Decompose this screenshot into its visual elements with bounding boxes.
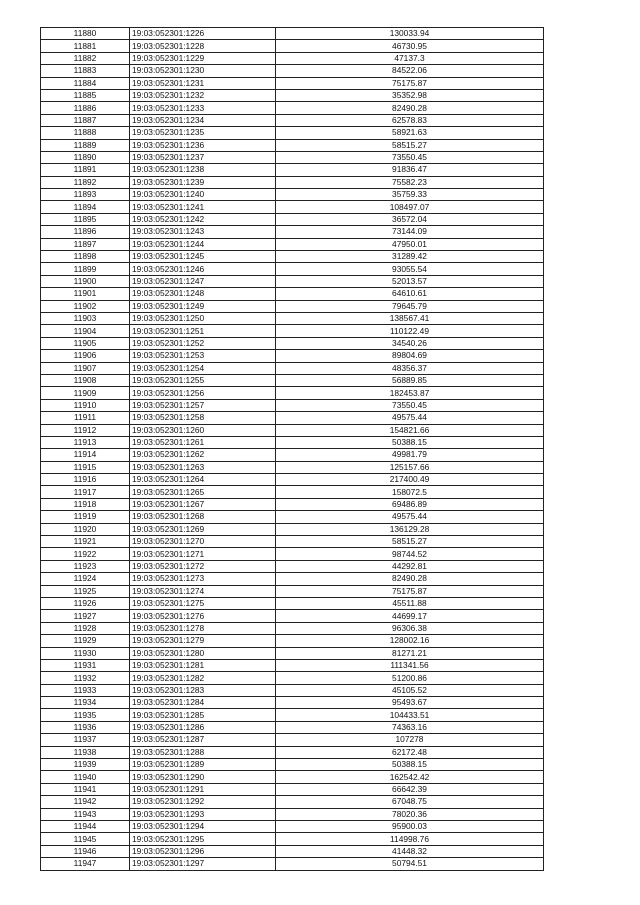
table-row xyxy=(41,226,544,238)
cadastral-number-cell: 19:03:052301:1294 xyxy=(130,821,276,833)
table-row xyxy=(41,350,544,362)
table-row xyxy=(41,635,544,647)
table-row xyxy=(41,585,544,597)
value-cell: 73550.45 xyxy=(276,151,544,163)
value-cell: 75175.87 xyxy=(276,77,544,89)
value-cell: 62172.48 xyxy=(276,746,544,758)
row-number-cell: 11891 xyxy=(41,164,130,176)
value-cell: 73144.09 xyxy=(276,226,544,238)
table-row xyxy=(41,424,544,436)
value-cell: 73550.45 xyxy=(276,399,544,411)
table-row xyxy=(41,412,544,424)
row-number-cell: 11902 xyxy=(41,300,130,312)
cadastral-number-cell: 19:03:052301:1289 xyxy=(130,759,276,771)
cadastral-number-cell: 19:03:052301:1243 xyxy=(130,226,276,238)
value-cell: 58515.27 xyxy=(276,536,544,548)
table-row xyxy=(41,189,544,201)
cadastral-number-cell: 19:03:052301:1226 xyxy=(130,28,276,40)
table-row xyxy=(41,697,544,709)
value-cell: 81271.21 xyxy=(276,647,544,659)
cadastral-number-cell: 19:03:052301:1250 xyxy=(130,312,276,324)
cadastral-number-cell: 19:03:052301:1286 xyxy=(130,721,276,733)
cadastral-number-cell: 19:03:052301:1240 xyxy=(130,189,276,201)
table-row xyxy=(41,77,544,89)
row-number-cell: 11908 xyxy=(41,374,130,386)
table-row xyxy=(41,684,544,696)
cadastral-number-cell: 19:03:052301:1253 xyxy=(130,350,276,362)
row-number-cell: 11913 xyxy=(41,436,130,448)
row-number-cell: 11942 xyxy=(41,796,130,808)
table-row xyxy=(41,300,544,312)
cadastral-number-cell: 19:03:052301:1229 xyxy=(130,52,276,64)
table-row xyxy=(41,436,544,448)
cadastral-number-cell: 19:03:052301:1232 xyxy=(130,89,276,101)
value-cell: 82490.28 xyxy=(276,573,544,585)
row-number-cell: 11931 xyxy=(41,659,130,671)
value-cell: 114998.76 xyxy=(276,833,544,845)
value-cell: 47950.01 xyxy=(276,238,544,250)
table-row xyxy=(41,213,544,225)
row-number-cell: 11935 xyxy=(41,709,130,721)
cadastral-number-cell: 19:03:052301:1249 xyxy=(130,300,276,312)
value-cell: 104433.51 xyxy=(276,709,544,721)
table-row xyxy=(41,709,544,721)
value-cell: 75582.23 xyxy=(276,176,544,188)
table-row xyxy=(41,647,544,659)
row-number-cell: 11920 xyxy=(41,523,130,535)
table-row xyxy=(41,833,544,845)
value-cell: 46730.95 xyxy=(276,40,544,52)
value-cell: 41448.32 xyxy=(276,845,544,857)
cadastral-number-cell: 19:03:052301:1254 xyxy=(130,362,276,374)
cadastral-number-cell: 19:03:052301:1228 xyxy=(130,40,276,52)
cadastral-number-cell: 19:03:052301:1290 xyxy=(130,771,276,783)
row-number-cell: 11932 xyxy=(41,672,130,684)
value-cell: 107278 xyxy=(276,734,544,746)
cadastral-number-cell: 19:03:052301:1291 xyxy=(130,783,276,795)
value-cell: 58515.27 xyxy=(276,139,544,151)
row-number-cell: 11882 xyxy=(41,52,130,64)
table-row xyxy=(41,796,544,808)
table-row xyxy=(41,337,544,349)
value-cell: 79645.79 xyxy=(276,300,544,312)
table-row xyxy=(41,114,544,126)
cadastral-number-cell: 19:03:052301:1267 xyxy=(130,498,276,510)
row-number-cell: 11918 xyxy=(41,498,130,510)
value-cell: 98744.52 xyxy=(276,548,544,560)
cadastral-number-cell: 19:03:052301:1256 xyxy=(130,387,276,399)
row-number-cell: 11881 xyxy=(41,40,130,52)
cadastral-number-cell: 19:03:052301:1235 xyxy=(130,127,276,139)
table-row xyxy=(41,845,544,857)
cadastral-number-cell: 19:03:052301:1292 xyxy=(130,796,276,808)
table-row xyxy=(41,201,544,213)
value-cell: 89804.69 xyxy=(276,350,544,362)
cadastral-number-cell: 19:03:052301:1244 xyxy=(130,238,276,250)
cadastral-number-cell: 19:03:052301:1246 xyxy=(130,263,276,275)
row-number-cell: 11928 xyxy=(41,622,130,634)
row-number-cell: 11911 xyxy=(41,412,130,424)
table-row xyxy=(41,151,544,163)
table-row xyxy=(41,461,544,473)
table-row xyxy=(41,536,544,548)
table-row xyxy=(41,65,544,77)
row-number-cell: 11883 xyxy=(41,65,130,77)
value-cell: 125157.66 xyxy=(276,461,544,473)
cadastral-number-cell: 19:03:052301:1251 xyxy=(130,325,276,337)
row-number-cell: 11898 xyxy=(41,251,130,263)
value-cell: 31289.42 xyxy=(276,251,544,263)
value-cell: 154821.66 xyxy=(276,424,544,436)
cadastral-number-cell: 19:03:052301:1278 xyxy=(130,622,276,634)
row-number-cell: 11938 xyxy=(41,746,130,758)
cadastral-number-cell: 19:03:052301:1285 xyxy=(130,709,276,721)
cadastral-number-cell: 19:03:052301:1279 xyxy=(130,635,276,647)
cadastral-number-cell: 19:03:052301:1263 xyxy=(130,461,276,473)
cadastral-number-cell: 19:03:052301:1237 xyxy=(130,151,276,163)
value-cell: 91836.47 xyxy=(276,164,544,176)
value-cell: 49575.44 xyxy=(276,412,544,424)
row-number-cell: 11930 xyxy=(41,647,130,659)
row-number-cell: 11901 xyxy=(41,288,130,300)
row-number-cell: 11900 xyxy=(41,275,130,287)
value-cell: 67048.75 xyxy=(276,796,544,808)
row-number-cell: 11884 xyxy=(41,77,130,89)
table-row xyxy=(41,238,544,250)
value-cell: 138567.41 xyxy=(276,312,544,324)
cadastral-number-cell: 19:03:052301:1284 xyxy=(130,697,276,709)
table-row xyxy=(41,610,544,622)
row-number-cell: 11916 xyxy=(41,474,130,486)
cadastral-number-cell: 19:03:052301:1247 xyxy=(130,275,276,287)
cadastral-number-cell: 19:03:052301:1248 xyxy=(130,288,276,300)
value-cell: 95493.67 xyxy=(276,697,544,709)
row-number-cell: 11944 xyxy=(41,821,130,833)
cadastral-number-cell: 19:03:052301:1231 xyxy=(130,77,276,89)
table-row xyxy=(41,176,544,188)
row-number-cell: 11925 xyxy=(41,585,130,597)
value-cell: 162542.42 xyxy=(276,771,544,783)
cadastral-number-cell: 19:03:052301:1268 xyxy=(130,511,276,523)
cadastral-number-cell: 19:03:052301:1261 xyxy=(130,436,276,448)
row-number-cell: 11943 xyxy=(41,808,130,820)
table-row xyxy=(41,771,544,783)
table-row xyxy=(41,139,544,151)
cadastral-number-cell: 19:03:052301:1257 xyxy=(130,399,276,411)
table-body xyxy=(41,28,544,871)
value-cell: 52013.57 xyxy=(276,275,544,287)
table-row xyxy=(41,89,544,101)
value-cell: 130033.94 xyxy=(276,28,544,40)
table-row xyxy=(41,28,544,40)
value-cell: 78020.36 xyxy=(276,808,544,820)
value-cell: 69486.89 xyxy=(276,498,544,510)
row-number-cell: 11897 xyxy=(41,238,130,250)
value-cell: 58921.63 xyxy=(276,127,544,139)
value-cell: 48356.37 xyxy=(276,362,544,374)
value-cell: 111341.56 xyxy=(276,659,544,671)
cadastral-number-cell: 19:03:052301:1273 xyxy=(130,573,276,585)
table-row xyxy=(41,40,544,52)
data-table xyxy=(40,27,544,871)
row-number-cell: 11895 xyxy=(41,213,130,225)
row-number-cell: 11922 xyxy=(41,548,130,560)
table-row xyxy=(41,808,544,820)
table-row xyxy=(41,312,544,324)
row-number-cell: 11896 xyxy=(41,226,130,238)
value-cell: 74363.16 xyxy=(276,721,544,733)
row-number-cell: 11909 xyxy=(41,387,130,399)
table-row xyxy=(41,548,544,560)
table-row xyxy=(41,721,544,733)
row-number-cell: 11924 xyxy=(41,573,130,585)
value-cell: 51200.86 xyxy=(276,672,544,684)
value-cell: 95900.03 xyxy=(276,821,544,833)
cadastral-number-cell: 19:03:052301:1272 xyxy=(130,560,276,572)
table-row xyxy=(41,102,544,114)
cadastral-number-cell: 19:03:052301:1269 xyxy=(130,523,276,535)
table-row xyxy=(41,523,544,535)
table-row xyxy=(41,374,544,386)
row-number-cell: 11894 xyxy=(41,201,130,213)
row-number-cell: 11933 xyxy=(41,684,130,696)
table-row xyxy=(41,622,544,634)
value-cell: 49981.79 xyxy=(276,449,544,461)
row-number-cell: 11889 xyxy=(41,139,130,151)
cadastral-number-cell: 19:03:052301:1295 xyxy=(130,833,276,845)
cadastral-number-cell: 19:03:052301:1276 xyxy=(130,610,276,622)
value-cell: 136129.28 xyxy=(276,523,544,535)
row-number-cell: 11914 xyxy=(41,449,130,461)
cadastral-number-cell: 19:03:052301:1262 xyxy=(130,449,276,461)
value-cell: 49575.44 xyxy=(276,511,544,523)
table-row xyxy=(41,597,544,609)
table-row xyxy=(41,387,544,399)
cadastral-number-cell: 19:03:052301:1260 xyxy=(130,424,276,436)
cadastral-number-cell: 19:03:052301:1270 xyxy=(130,536,276,548)
value-cell: 217400.49 xyxy=(276,474,544,486)
table-row xyxy=(41,659,544,671)
value-cell: 44292.81 xyxy=(276,560,544,572)
value-cell: 47137.3 xyxy=(276,52,544,64)
value-cell: 44699.17 xyxy=(276,610,544,622)
row-number-cell: 11886 xyxy=(41,102,130,114)
row-number-cell: 11905 xyxy=(41,337,130,349)
table-row xyxy=(41,288,544,300)
cadastral-number-cell: 19:03:052301:1236 xyxy=(130,139,276,151)
table-row xyxy=(41,362,544,374)
row-number-cell: 11940 xyxy=(41,771,130,783)
table-row xyxy=(41,449,544,461)
value-cell: 108497.07 xyxy=(276,201,544,213)
table-row xyxy=(41,734,544,746)
row-number-cell: 11906 xyxy=(41,350,130,362)
cadastral-number-cell: 19:03:052301:1245 xyxy=(130,251,276,263)
table-row xyxy=(41,325,544,337)
row-number-cell: 11937 xyxy=(41,734,130,746)
value-cell: 75175.87 xyxy=(276,585,544,597)
cadastral-number-cell: 19:03:052301:1297 xyxy=(130,858,276,870)
cadastral-number-cell: 19:03:052301:1234 xyxy=(130,114,276,126)
table-row xyxy=(41,52,544,64)
table-row xyxy=(41,858,544,870)
row-number-cell: 11910 xyxy=(41,399,130,411)
row-number-cell: 11929 xyxy=(41,635,130,647)
row-number-cell: 11903 xyxy=(41,312,130,324)
row-number-cell: 11939 xyxy=(41,759,130,771)
row-number-cell: 11926 xyxy=(41,597,130,609)
row-number-cell: 11885 xyxy=(41,89,130,101)
table-row xyxy=(41,127,544,139)
value-cell: 50388.15 xyxy=(276,759,544,771)
value-cell: 62578.83 xyxy=(276,114,544,126)
cadastral-number-cell: 19:03:052301:1271 xyxy=(130,548,276,560)
table-row xyxy=(41,672,544,684)
row-number-cell: 11893 xyxy=(41,189,130,201)
row-number-cell: 11945 xyxy=(41,833,130,845)
table-row xyxy=(41,783,544,795)
cadastral-number-cell: 19:03:052301:1241 xyxy=(130,201,276,213)
row-number-cell: 11936 xyxy=(41,721,130,733)
cadastral-number-cell: 19:03:052301:1293 xyxy=(130,808,276,820)
row-number-cell: 11947 xyxy=(41,858,130,870)
value-cell: 84522.06 xyxy=(276,65,544,77)
table-row xyxy=(41,821,544,833)
row-number-cell: 11946 xyxy=(41,845,130,857)
table-row xyxy=(41,251,544,263)
table-row xyxy=(41,746,544,758)
value-cell: 64610.61 xyxy=(276,288,544,300)
table-row xyxy=(41,486,544,498)
row-number-cell: 11923 xyxy=(41,560,130,572)
row-number-cell: 11919 xyxy=(41,511,130,523)
row-number-cell: 11917 xyxy=(41,486,130,498)
cadastral-number-cell: 19:03:052301:1239 xyxy=(130,176,276,188)
row-number-cell: 11892 xyxy=(41,176,130,188)
cadastral-number-cell: 19:03:052301:1275 xyxy=(130,597,276,609)
value-cell: 35352.98 xyxy=(276,89,544,101)
value-cell: 50388.15 xyxy=(276,436,544,448)
value-cell: 50794.51 xyxy=(276,858,544,870)
table-row xyxy=(41,275,544,287)
value-cell: 93055.54 xyxy=(276,263,544,275)
table-row xyxy=(41,498,544,510)
row-number-cell: 11890 xyxy=(41,151,130,163)
value-cell: 35759.33 xyxy=(276,189,544,201)
row-number-cell: 11887 xyxy=(41,114,130,126)
value-cell: 45511.88 xyxy=(276,597,544,609)
row-number-cell: 11921 xyxy=(41,536,130,548)
value-cell: 36572.04 xyxy=(276,213,544,225)
table-row xyxy=(41,573,544,585)
table-row xyxy=(41,399,544,411)
cadastral-number-cell: 19:03:052301:1255 xyxy=(130,374,276,386)
value-cell: 82490.28 xyxy=(276,102,544,114)
cadastral-number-cell: 19:03:052301:1282 xyxy=(130,672,276,684)
row-number-cell: 11934 xyxy=(41,697,130,709)
row-number-cell: 11927 xyxy=(41,610,130,622)
cadastral-number-cell: 19:03:052301:1281 xyxy=(130,659,276,671)
row-number-cell: 11904 xyxy=(41,325,130,337)
cadastral-number-cell: 19:03:052301:1233 xyxy=(130,102,276,114)
cadastral-number-cell: 19:03:052301:1252 xyxy=(130,337,276,349)
row-number-cell: 11888 xyxy=(41,127,130,139)
table-row xyxy=(41,511,544,523)
cadastral-number-cell: 19:03:052301:1296 xyxy=(130,845,276,857)
cadastral-number-cell: 19:03:052301:1258 xyxy=(130,412,276,424)
cadastral-number-cell: 19:03:052301:1230 xyxy=(130,65,276,77)
cadastral-number-cell: 19:03:052301:1265 xyxy=(130,486,276,498)
row-number-cell: 11907 xyxy=(41,362,130,374)
value-cell: 110122.49 xyxy=(276,325,544,337)
value-cell: 66642.39 xyxy=(276,783,544,795)
cadastral-number-cell: 19:03:052301:1283 xyxy=(130,684,276,696)
table-row xyxy=(41,759,544,771)
cadastral-number-cell: 19:03:052301:1264 xyxy=(130,474,276,486)
row-number-cell: 11899 xyxy=(41,263,130,275)
value-cell: 96306.38 xyxy=(276,622,544,634)
value-cell: 56889.85 xyxy=(276,374,544,386)
row-number-cell: 11880 xyxy=(41,28,130,40)
table-row xyxy=(41,164,544,176)
cadastral-number-cell: 19:03:052301:1238 xyxy=(130,164,276,176)
cadastral-number-cell: 19:03:052301:1288 xyxy=(130,746,276,758)
cadastral-number-cell: 19:03:052301:1242 xyxy=(130,213,276,225)
value-cell: 128002.16 xyxy=(276,635,544,647)
row-number-cell: 11915 xyxy=(41,461,130,473)
value-cell: 182453.87 xyxy=(276,387,544,399)
cadastral-number-cell: 19:03:052301:1274 xyxy=(130,585,276,597)
value-cell: 34540.26 xyxy=(276,337,544,349)
value-cell: 45105.52 xyxy=(276,684,544,696)
cadastral-number-cell: 19:03:052301:1287 xyxy=(130,734,276,746)
table-row xyxy=(41,474,544,486)
cadastral-number-cell: 19:03:052301:1280 xyxy=(130,647,276,659)
row-number-cell: 11912 xyxy=(41,424,130,436)
row-number-cell: 11941 xyxy=(41,783,130,795)
table-row xyxy=(41,560,544,572)
value-cell: 158072.5 xyxy=(276,486,544,498)
table-row xyxy=(41,263,544,275)
